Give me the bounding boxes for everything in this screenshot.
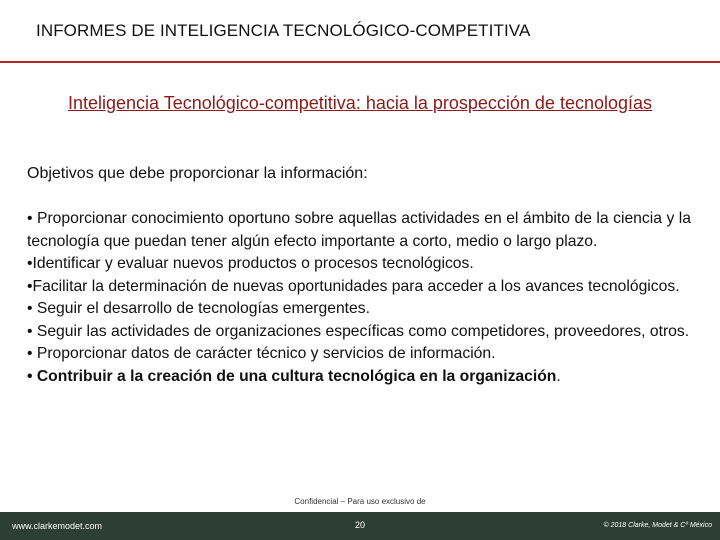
confidentiality-note: Confidencial – Para uso exclusivo de (294, 497, 426, 506)
slide-header (0, 0, 720, 64)
list-item: •Facilitar la determinación de nuevas oportunidades para acceder a los avances tecnológicos. (27, 277, 680, 295)
emphasis-text: • Contribuir a la creación de una cultura tecnológica en la organización (27, 367, 557, 385)
list-item: • Proporcionar conocimiento oportuno sobre aquellas actividades en el ámbito de la ciencia y la tecnología que puedan tener algún efecto importante a corto, medio o largo plazo. (27, 210, 691, 250)
footer-copyright: © 2018 Clarke, Modet & Cº México (603, 522, 712, 529)
list-item: • Seguir las actividades de organizaciones específicas como competidores, proveedores, otros. (27, 322, 690, 340)
slide-title: Inteligencia Tecnológico-competitiva: hacia la prospección de tecnologías (67, 93, 653, 113)
list-item-emphasis (27, 366, 691, 389)
page-number: 20 (354, 520, 365, 530)
slide-footer (0, 512, 720, 540)
list-item: •Identificar y evaluar nuevos productos o procesos tecnológicos. (27, 255, 474, 272)
list-item: • Proporcionar datos de carácter técnico y servicios de información. (27, 345, 496, 362)
emphasis-tail: . (556, 367, 561, 385)
list-item: • Seguir el desarrollo de tecnologías emergentes. (27, 300, 370, 317)
footer-url: www.clarkemodet.com (12, 521, 103, 531)
objectives-list (27, 208, 691, 388)
header-title: INFORMES DE INTELIGENCIA TECNOLÓGICO-COMPETITIVA (36, 21, 531, 40)
objectives-heading: Objetivos que debe proporcionar la información: (27, 165, 368, 182)
header-divider (0, 61, 720, 63)
